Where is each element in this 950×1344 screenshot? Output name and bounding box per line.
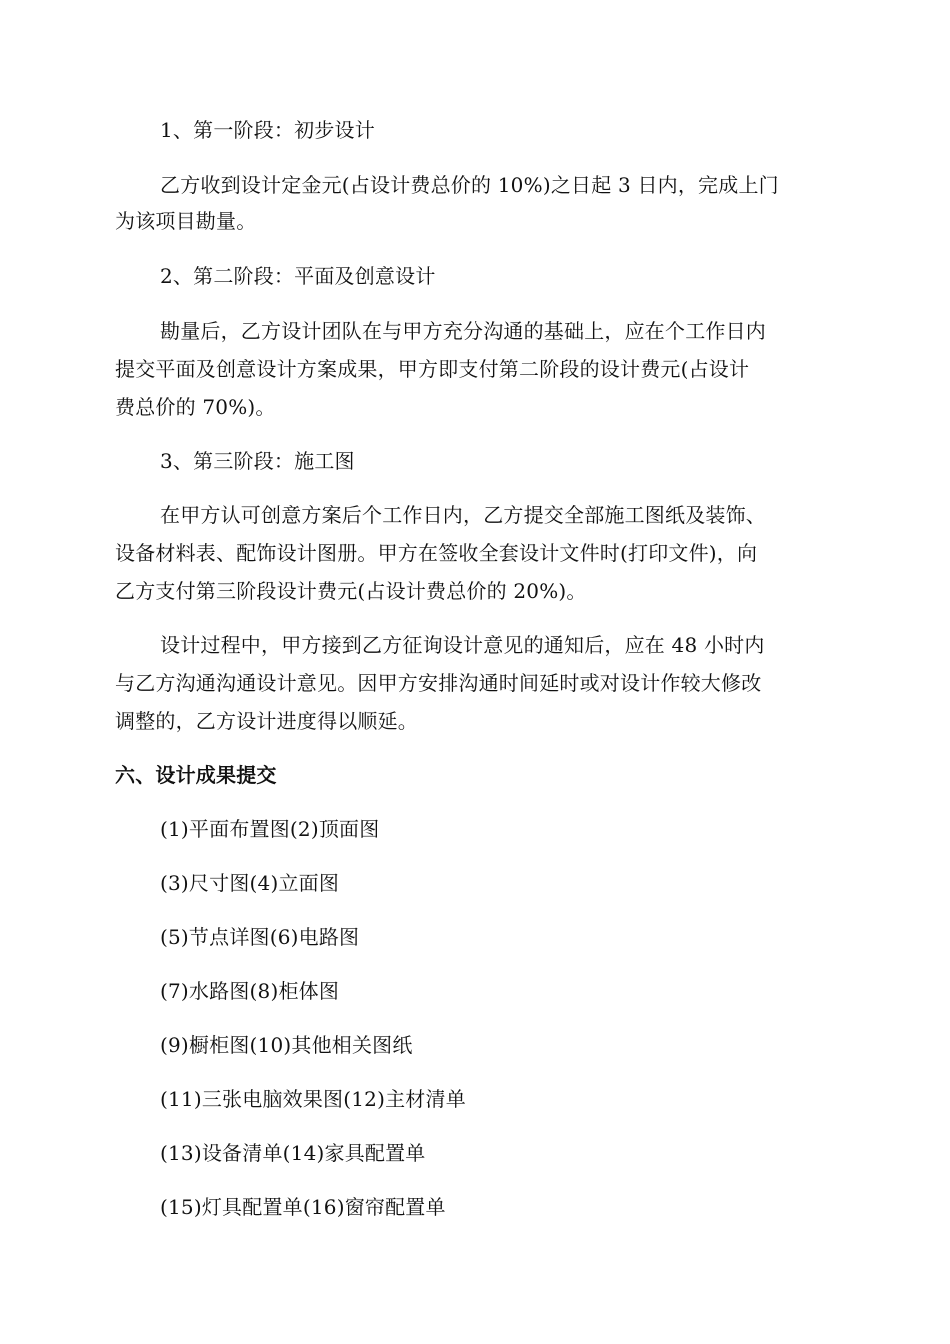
- stage2-body-line-1: 勘量后，乙方设计团队在与甲方充分沟通的基础上，应在个工作日内: [160, 319, 766, 343]
- stage1-body-line-1: 乙方收到设计定金元(占设计费总价的 10%)之日起 3 日内，完成上门: [160, 173, 779, 197]
- process-body-line-3: 调整的，乙方设计进度得以顺延。: [115, 709, 418, 733]
- deliverable-item: (7)水路图(8)柜体图: [160, 979, 340, 1003]
- process-body-line-1: 设计过程中，甲方接到乙方征询设计意见的通知后，应在 48 小时内: [160, 633, 765, 657]
- stage2-body-line-3: 费总价的 70%)。: [115, 395, 276, 419]
- stage3-body-line-2: 设备材料表、配饰设计图册。甲方在签收全套设计文件时(打印文件)，向: [115, 541, 758, 565]
- stage1-body-line-2: 为该项目勘量。: [115, 209, 257, 233]
- section6-heading: 六、设计成果提交: [115, 763, 277, 787]
- process-body-line-2: 与乙方沟通沟通设计意见。因甲方安排沟通时间延时或对设计作较大修改: [115, 671, 762, 695]
- deliverable-item: (9)橱柜图(10)其他相关图纸: [160, 1033, 413, 1057]
- deliverable-item: (15)灯具配置单(16)窗帘配置单: [160, 1195, 446, 1219]
- deliverable-item: (5)节点详图(6)电路图: [160, 925, 360, 949]
- deliverable-item: (3)尺寸图(4)立面图: [160, 871, 340, 895]
- stage3-title: 3、第三阶段：施工图: [160, 449, 355, 473]
- deliverable-item: (11)三张电脑效果图(12)主材清单: [160, 1087, 466, 1111]
- stage2-title: 2、第二阶段：平面及创意设计: [160, 264, 436, 288]
- stage1-title: 1、第一阶段：初步设计: [160, 118, 375, 142]
- stage3-body-line-3: 乙方支付第三阶段设计费元(占设计费总价的 20%)。: [115, 579, 587, 603]
- deliverable-item: (13)设备清单(14)家具配置单: [160, 1141, 426, 1165]
- deliverable-item: (1)平面布置图(2)顶面图: [160, 817, 380, 841]
- stage3-body-line-1: 在甲方认可创意方案后个工作日内，乙方提交全部施工图纸及装饰、: [160, 503, 766, 527]
- stage2-body-line-2: 提交平面及创意设计方案成果，甲方即支付第二阶段的设计费元(占设计: [115, 357, 750, 381]
